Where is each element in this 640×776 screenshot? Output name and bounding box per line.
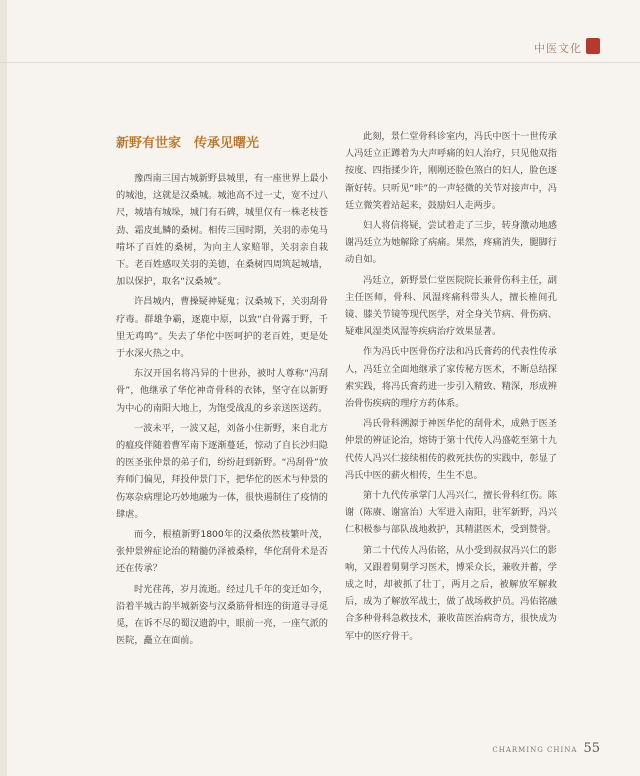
article-paragraph: 妇人将信将疑，尝试着走了三步，转身激动地感谢冯廷立为她解除了病痛。果然，疼痛消失，腿脚行动自如。 [345, 220, 557, 266]
page-gutter [0, 0, 7, 776]
article-paragraph: 时光荏苒，岁月流逝。经过几千年的变迁如今，沿着半城古韵半城新姿与汉桑筋骨相连的街道寻寻觅觅，在诉不尽的蜀汉遗韵中，眼前一亮，一座气派的医院，矗立在面前。 [116, 583, 328, 647]
article-paragraph: 东汉开国名将冯异的十世孙，被时人尊称“冯刮骨”，他继承了华佗神奇骨科的衣钵，坚守在以新野为中心的南阳大地上，为饱受战乱的乡亲送医送药。 [116, 368, 328, 414]
section-label: 中医文化 [534, 42, 582, 55]
article-column-right [345, 128, 557, 648]
header-divider [0, 62, 640, 63]
article-title: 新野有世家 传承见曙光 [116, 136, 260, 151]
article-paragraph: 而今，根植新野1800年的汉桑依然枝繁叶茂，张仲景辨症论治的精髓仍泽被桑梓，华佗刮骨术是否还在传承？ [116, 529, 328, 575]
article-paragraph: 第十九代传承掌门人冯兴仁，擅长骨科红伤。陈谢（陈赓、谢富治）大军进入南阳，驻军新野，冯兴仁积极参与部队战地救护，其精湛医术，受到赞誉。 [345, 490, 557, 536]
page-number: 55 [583, 741, 600, 756]
article-paragraph: 冯廷立，新野景仁堂医院院长兼骨伤科主任，副主任医师，骨科、风湿疼痛科带头人，擅长椎间孔镜、膝关节镜等现代医学，对全身关节病、骨伤病、疑难风湿类风湿等疾病治疗效果显著。 [345, 274, 557, 338]
article-paragraph: 冯氏骨科溯源于神医华佗的刮骨术，成熟于医圣仲景的辨证论治，熔铸于第十代传人冯盛乾至第十九代传人冯兴仁接续相传的救死扶伤的实践中，彰显了冯氏中医的薪火相传，生生不息。 [345, 418, 557, 481]
page-footer [492, 741, 600, 756]
article-paragraph: 此刻，景仁堂骨科诊室内，冯氏中医十一世传承人冯廷立正蹲着为大声呼痛的妇人治疗，只见他双指按度、四指揉少许，刚刚还脸色煞白的妇人，脸色逐渐好转。只听见“咔”的一声轻微的关节对接声中，冯廷立微笑着站起来，鼓励妇人走两步。 [345, 131, 557, 211]
article-paragraph: 第二十代传人冯佑铭，从小受到叔叔冯兴仁的影响，又跟着舅舅学习医术，博采众长，兼收并蓄，学成之时，却被抓了壮丁，两月之后，被解放军解救后，成为了解放军战士，做了战场救护员。冯佑铭融合多种骨科急救技术，兼收苗医治病奇方，很快成为军中的医疗骨干。 [345, 544, 557, 642]
article-column-left [116, 128, 328, 652]
article-paragraph: 一波未平，一波又起，刘备小住新野，来自北方的瘟疫伴随着曹军南下逐渐蔓延，惊动了自长沙归隐的医圣张仲景的弟子们，纷纷赶到新野。“冯刮骨”放弃师门偏见，拜投仲景门下，把华佗的医术与仲景的伤寒杂病理论巧妙地融为一体，很快遏制住了疫情的肆虐。 [116, 422, 328, 520]
magazine-brand: CHARMING CHINA [492, 746, 578, 754]
article-paragraph: 豫西南三国古城新野县城里，有一座世界上最小的城池，这就是汉桑城。城池高不过一丈，宽不过八尺，城墙有城垛，城门有石碑，城里仅有一株老枝苍劲、霜皮虬鳞的桑树。相传三国时期，关羽的赤兔马啃坏了百姓的桑树，为向主人家赔罪，关羽亲自栽下。老百姓感叹关羽的美德，在桑树四周筑起城墙，加以保护，取名“汉桑城”。 [116, 173, 328, 288]
article-paragraph: 作为冯氏中医骨伤疗法和冯氏膏药的代表性传承人，冯廷立全面地继承了家传秘方医术，不断总结探索实践，将冯氏膏药进一步引入精致、精深，形成辨治骨伤疾病的理疗方药体系。 [345, 346, 557, 410]
article-paragraph: 许昌城内，曹操疑神疑鬼；汉桑城下，关羽刮骨疗毒。群雄争霸，逐鹿中原，以致“白骨露于野，千里无鸡鸣”。失去了华佗中医呵护的老百姓，更是处于水深火热之中。 [116, 296, 328, 360]
seal-icon [586, 38, 600, 54]
